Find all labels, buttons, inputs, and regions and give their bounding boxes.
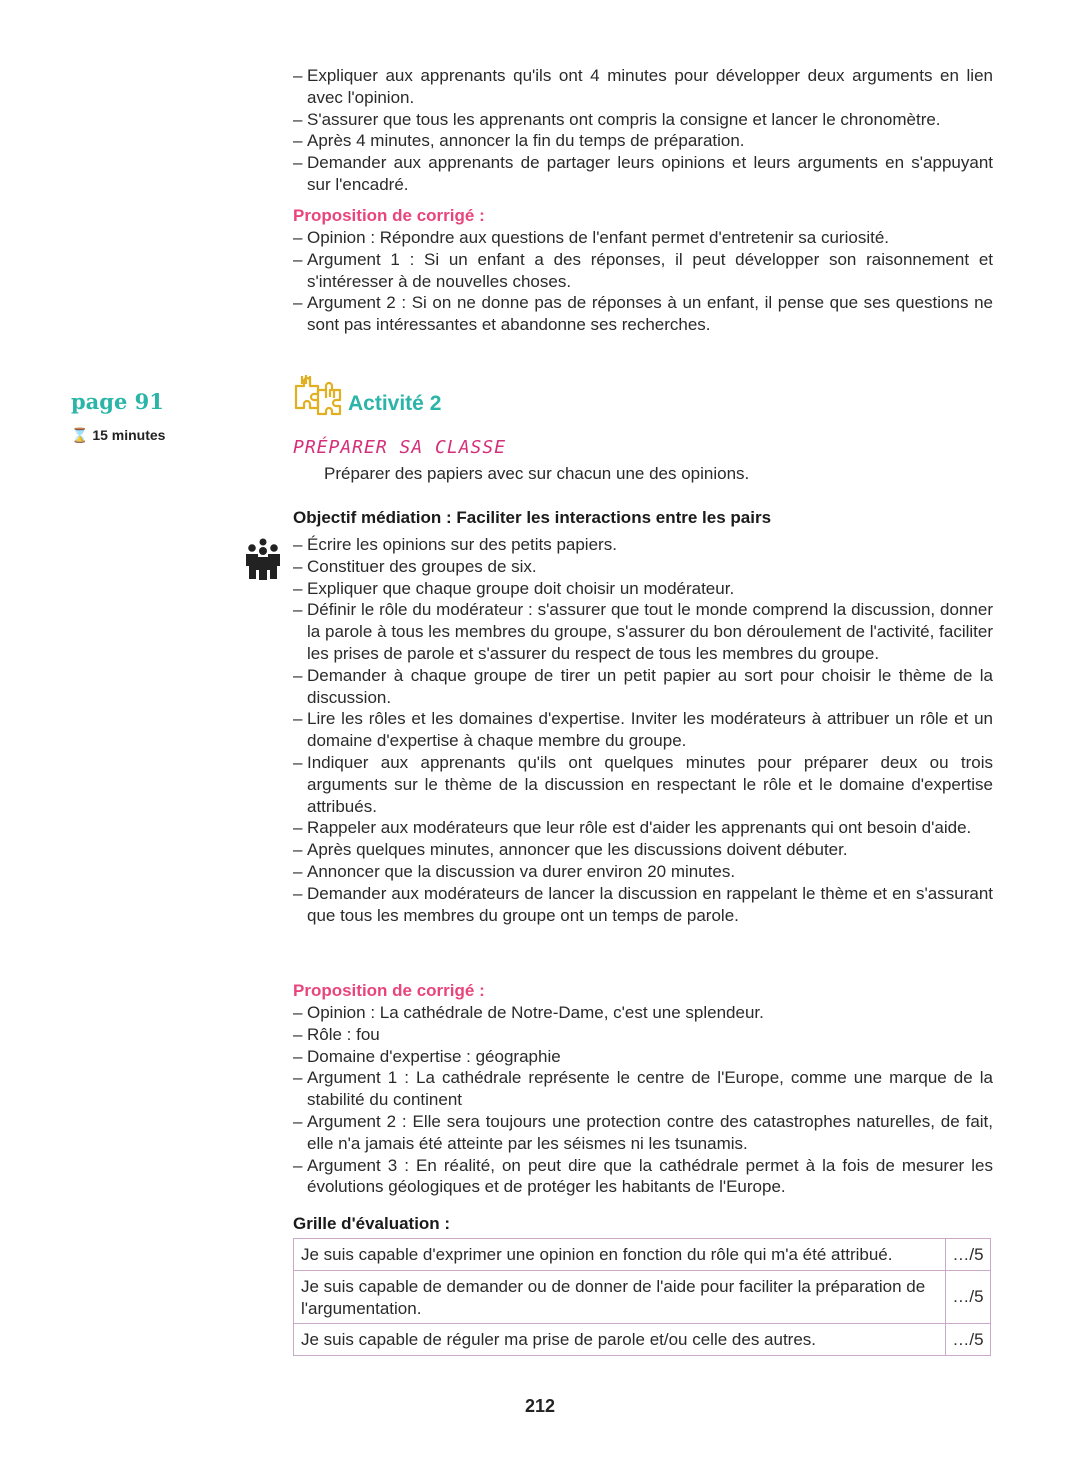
list-item: – Domaine d'expertise : géographie [293, 1046, 993, 1068]
list-item: – Argument 1 : Si un enfant a des réponses, il peut développer son raisonnement et s'intéresser à de nouvelles choses. [293, 249, 993, 293]
correction-1 [293, 205, 993, 336]
score-cell: …/5 [946, 1324, 991, 1356]
list-item: – Demander aux modérateurs de lancer la discussion en rappelant le thème et en s'assurant que tous les membres du groupe ont un temps de parole. [293, 883, 993, 927]
intro-list [293, 65, 993, 196]
correction-list [293, 227, 993, 336]
evaluation-table [293, 1238, 991, 1356]
list-item: – Expliquer que chaque groupe doit choisir un modérateur. [293, 578, 993, 600]
score-cell: …/5 [946, 1270, 991, 1324]
duration-text: 15 minutes [92, 427, 166, 443]
prepare-text: Préparer des papiers avec sur chacun une des opinions. [324, 464, 750, 483]
list-item: – Écrire les opinions sur des petits papiers. [293, 534, 993, 556]
hourglass-icon: ⌛ [71, 427, 89, 443]
intro-instructions [293, 65, 993, 196]
table-row [294, 1324, 991, 1356]
list-item: – Expliquer aux apprenants qu'ils ont 4 minutes pour développer deux arguments en lien avec l'opinion. [293, 65, 993, 109]
group-people-icon [246, 538, 280, 580]
list-item: – Après quelques minutes, annoncer que les discussions doivent débuter. [293, 839, 993, 861]
list-item: – Demander à chaque groupe de tirer un petit papier au sort pour choisir le thème de la discussion. [293, 665, 993, 709]
list-item: – Argument 1 : La cathédrale représente le centre de l'Europe, comme une marque de la stabilité du continent [293, 1067, 993, 1111]
steps-list [293, 534, 993, 926]
list-item: – Définir le rôle du modérateur : s'assurer que tout le monde comprend la discussion, donner la parole à tous les membres du groupe, s'assurer du bon déroulement de l'activité, faciliter les prises de parole et s'assurer du respect de tous les membres du groupe. [293, 599, 993, 664]
list-item: – Argument 3 : En réalité, on peut dire que la cathédrale permet à la fois de mesurer les évolutions géologiques et de protéger les habitants de l'Europe. [293, 1155, 993, 1199]
criterion-cell: Je suis capable de demander ou de donner de l'aide pour faciliter la préparation de l'argumentation. [294, 1270, 946, 1324]
list-item: – Après 4 minutes, annoncer la fin du temps de préparation. [293, 130, 993, 152]
criterion-cell: Je suis capable de réguler ma prise de parole et/ou celle des autres. [294, 1324, 946, 1356]
list-item: – S'assurer que tous les apprenants ont compris la consigne et lancer le chronomètre. [293, 109, 993, 131]
duration [71, 427, 165, 444]
evaluation-grid [293, 1213, 993, 1356]
correction-heading: Proposition de corrigé : [293, 981, 485, 1000]
table-row [294, 1239, 991, 1271]
correction-list [293, 1002, 993, 1198]
objective-heading: Objectif médiation : Faciliter les interactions entre les pairs [293, 508, 772, 527]
list-item: – Argument 2 : Elle sera toujours une protection contre des catastrophes naturelles, de fait, elle n'a jamais été atteinte par les séismes ni les tsunamis. [293, 1111, 993, 1155]
list-item: – Constituer des groupes de six. [293, 556, 993, 578]
table-row [294, 1270, 991, 1324]
prepare-heading: PRÉPARER SA CLASSE [293, 437, 507, 458]
page-reference: page 91 [71, 389, 164, 414]
criterion-cell: Je suis capable d'exprimer une opinion en fonction du rôle qui m'a été attribué. [294, 1239, 946, 1271]
list-item: – Lire les rôles et les domaines d'expertise. Inviter les modérateurs à attribuer un rôle et un domaine d'expertise à chaque membre du groupe. [293, 708, 993, 752]
list-item: – Rôle : fou [293, 1024, 993, 1046]
activity-title: Activité 2 [348, 392, 442, 415]
list-item: – Demander aux apprenants de partager leurs opinions et leurs arguments en s'appuyant sur l'encadré. [293, 152, 993, 196]
grid-heading: Grille d'évaluation : [293, 1214, 451, 1233]
page-number: 212 [524, 1396, 556, 1416]
list-item: – Rappeler aux modérateurs que leur rôle est d'aider les apprenants qui ont besoin d'aide. [293, 817, 993, 839]
list-item: – Indiquer aux apprenants qu'ils ont quelques minutes pour préparer deux ou trois arguments sur le thème de la discussion en respectant le rôle et le domaine d'expertise attribués. [293, 752, 993, 817]
score-cell: …/5 [946, 1239, 991, 1271]
puzzle-hands-icon [292, 372, 344, 418]
list-item: – Annoncer que la discussion va durer environ 20 minutes. [293, 861, 993, 883]
list-item: – Opinion : La cathédrale de Notre-Dame, c'est une splendeur. [293, 1002, 993, 1024]
activity-steps [293, 507, 993, 926]
correction-heading: Proposition de corrigé : [293, 206, 485, 225]
activity-header [292, 372, 441, 418]
list-item: – Argument 2 : Si on ne donne pas de réponses à un enfant, il pense que ses questions ne sont pas intéressantes et abandonne ses recherches. [293, 292, 993, 336]
correction-2 [293, 980, 993, 1198]
list-item: – Opinion : Répondre aux questions de l'enfant permet d'entretenir sa curiosité. [293, 227, 993, 249]
